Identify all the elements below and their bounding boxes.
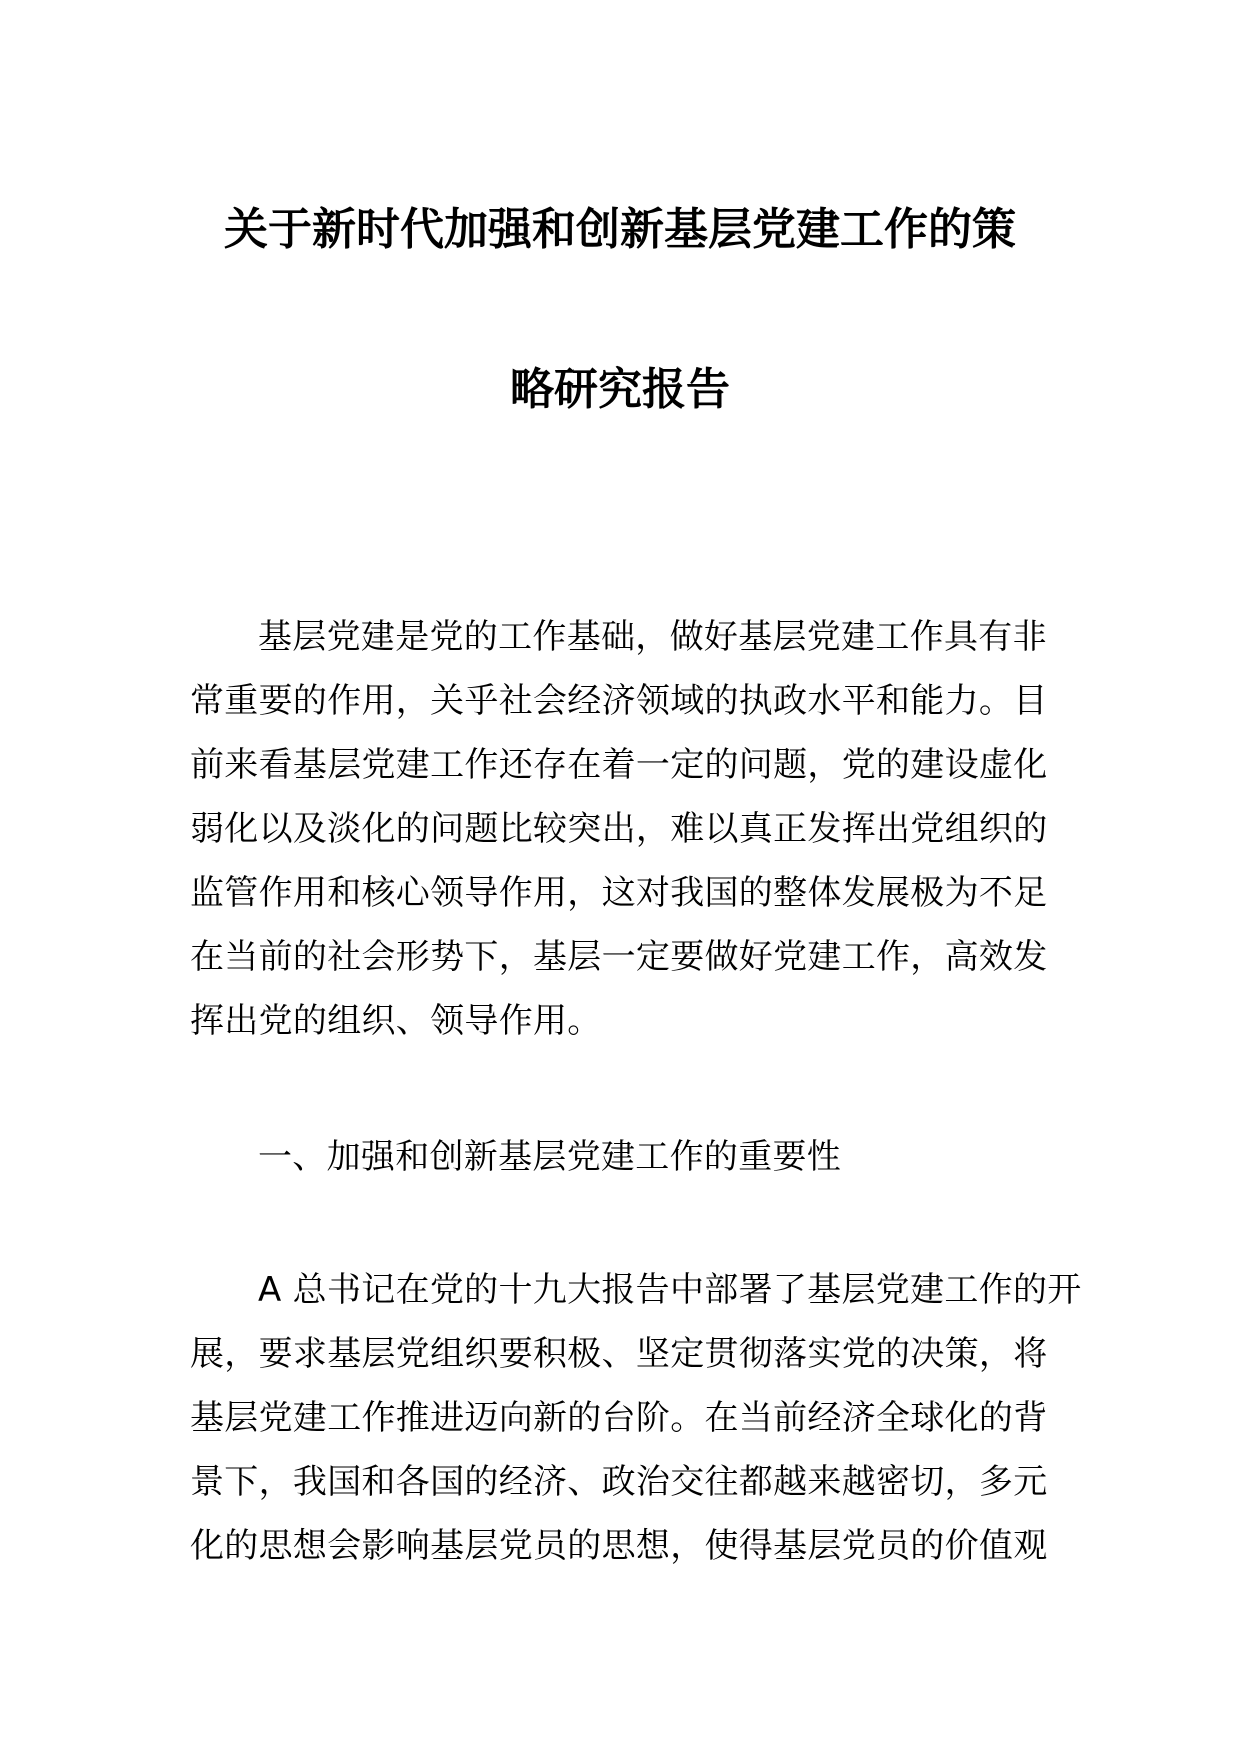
- paragraph-line: 基层党建是党的工作基础，做好基层党建工作具有非: [258, 617, 1047, 657]
- paragraph-line: 常重要的作用，关乎社会经济领域的执政水平和能力。目: [190, 681, 1048, 721]
- paragraph-intro: [190, 605, 1050, 1053]
- paragraph-line: 在当前的社会形势下，基层一定要做好党建工作，高效发: [190, 937, 1048, 977]
- paragraph-line: A 总书记在党的十九大报告中部署了基层党建工作的开: [258, 1270, 1082, 1310]
- document-title-line-2: 略研究报告: [510, 364, 730, 415]
- paragraph-line: 弱化以及淡化的问题比较突出，难以真正发挥出党组织的: [190, 809, 1048, 849]
- paragraph-line: 化的思想会影响基层党员的思想，使得基层党员的价值观: [190, 1526, 1048, 1566]
- paragraph-line: 挥出党的组织、领导作用。: [190, 1001, 602, 1041]
- document-title-line-1: 关于新时代加强和创新基层党建工作的策: [224, 204, 1016, 255]
- paragraph-section-1: [190, 1258, 1082, 1578]
- paragraph-line: 监管作用和核心领导作用，这对我国的整体发展极为不足: [190, 873, 1048, 913]
- paragraph-line: 前来看基层党建工作还存在着一定的问题，党的建设虚化: [190, 745, 1048, 785]
- paragraph-line: 展，要求基层党组织要积极、坚定贯彻落实党的决策，将: [190, 1334, 1048, 1374]
- paragraph-line: 景下，我国和各国的经济、政治交往都越来越密切，多元: [190, 1462, 1048, 1502]
- paragraph-line: 基层党建工作推进迈向新的台阶。在当前经济全球化的背: [190, 1398, 1048, 1438]
- section-heading: [190, 1125, 1050, 1189]
- section-heading-text: 一、加强和创新基层党建工作的重要性: [258, 1137, 842, 1177]
